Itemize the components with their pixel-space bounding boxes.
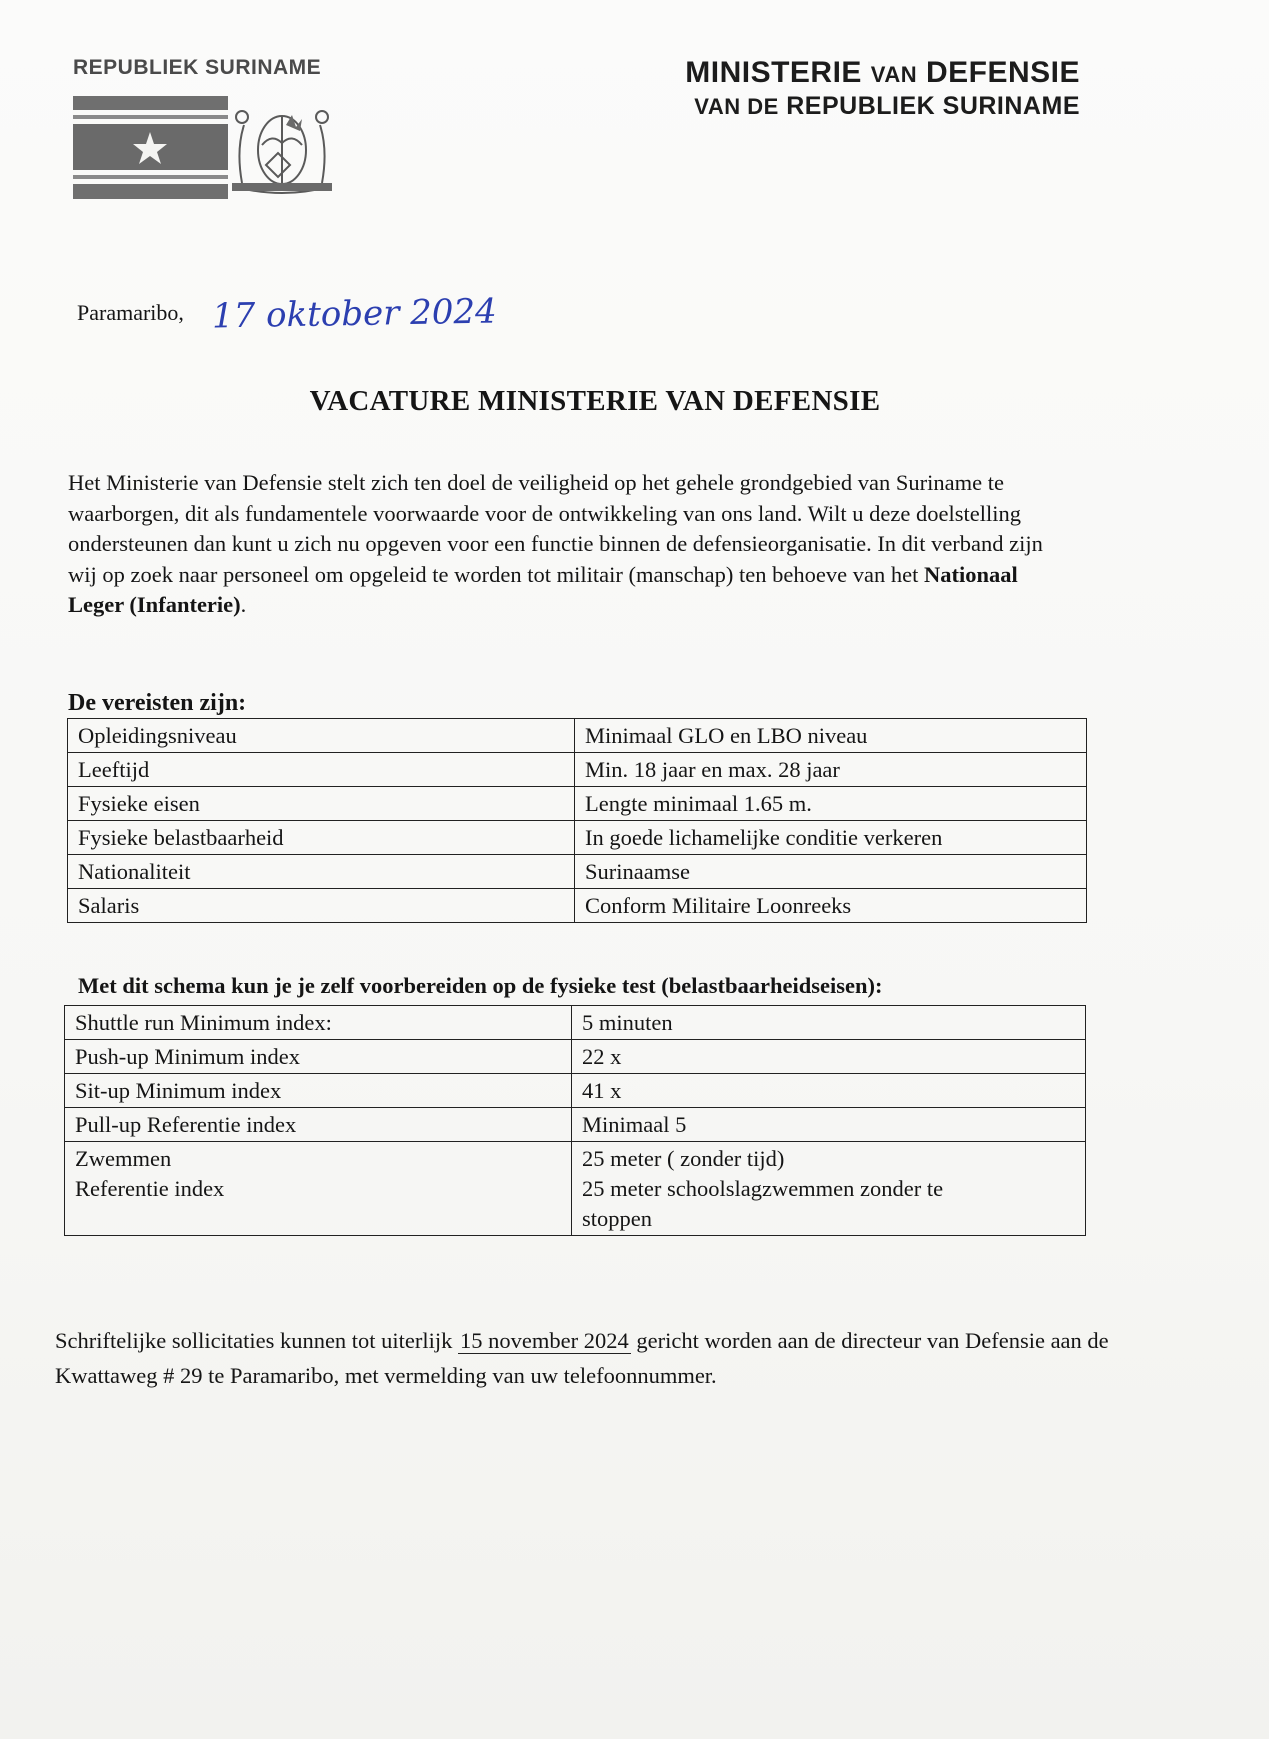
- republic-words: REPUBLIEK SURINAME: [786, 92, 1080, 120]
- table-cell-label: Fysieke belastbaarheid: [68, 821, 575, 855]
- footer-text-before: Schriftelijke sollicitaties kunnen tot uiterlijk: [55, 1328, 459, 1353]
- republic-title: REPUBLIEK SURINAME: [73, 56, 322, 79]
- table-cell-label: Salaris: [68, 889, 575, 923]
- intro-end: .: [240, 592, 247, 617]
- table-row: [68, 753, 1087, 787]
- table-cell-value: Minimaal GLO en LBO niveau: [575, 719, 1087, 753]
- table-row: [68, 821, 1087, 855]
- table-cell-label: Opleidingsniveau: [68, 719, 575, 753]
- place-label: Paramaribo,: [77, 300, 184, 325]
- table-cell-label: Pull-up Referentie index: [65, 1108, 572, 1142]
- fitness-table: [64, 1005, 1086, 1236]
- van-word: VAN: [870, 62, 918, 87]
- table-row: [65, 1040, 1086, 1074]
- swim-reference-label: Referentie index: [75, 1176, 225, 1201]
- table-cell-value: 5 minuten: [572, 1006, 1086, 1040]
- application-instructions: [55, 1323, 1135, 1393]
- table-cell-value: 41 x: [572, 1074, 1086, 1108]
- table-row: [68, 855, 1087, 889]
- deadline-date: 15 november 2024: [460, 1328, 629, 1353]
- table-cell-value: Lengte minimaal 1.65 m.: [575, 787, 1087, 821]
- table-cell-value: Minimaal 5: [572, 1108, 1086, 1142]
- table-row: [68, 787, 1087, 821]
- suriname-flag-icon: [73, 96, 228, 199]
- ministry-header: [560, 56, 1080, 121]
- table-row: [65, 1074, 1086, 1108]
- table-cell-label: Leeftijd: [68, 753, 575, 787]
- table-cell-value: [572, 1142, 1086, 1236]
- table-row: [68, 889, 1087, 923]
- footer-text-after: gericht worden aan de directeur van Defensie aan de Kwattaweg # 29 te Paramaribo, met vermelding van uw telefoonnummer.: [55, 1328, 1109, 1388]
- ministry-word: MINISTERIE: [685, 56, 862, 89]
- table-cell-label: Shuttle run Minimum index:: [65, 1006, 572, 1040]
- defensie-word: DEFENSIE: [925, 56, 1080, 89]
- fitness-heading: Met dit schema kun je je zelf voorbereiden op de fysieke test (belastbaarheidseisen):: [78, 973, 883, 998]
- intro-bold: Nationaal Leger (Infanterie): [68, 561, 1018, 617]
- table-row: [65, 1142, 1086, 1236]
- table-row: [65, 1006, 1086, 1040]
- table-cell-value: Surinaamse: [575, 855, 1087, 889]
- page-title: VACATURE MINISTERIE VAN DEFENSIE: [309, 385, 881, 417]
- table-row: [68, 719, 1087, 753]
- table-row: [65, 1108, 1086, 1142]
- table-cell-label: Sit-up Minimum index: [65, 1074, 572, 1108]
- intro-text: Het Ministerie van Defensie stelt zich ten doel de veiligheid op het gehele grondgebied van Suriname te waarborgen, dit als fundamentele voorwaarde voor de ontwikkeling van ons land. Wilt u deze doelstelling ondersteunen dan kunt u zich nu opgeven voor een functie binnen de defensieorganisatie. In dit verband zijn wij op zoek naar personeel om opgeleid te worden tot militair (manschap) ten behoeve van het: [68, 470, 1043, 587]
- swim-value: 25 meter ( zonder tijd): [582, 1146, 785, 1171]
- table-cell-label: Nationaliteit: [68, 855, 575, 889]
- table-cell-value: 22 x: [572, 1040, 1086, 1074]
- table-cell-value: Conform Militaire Loonreeks: [575, 889, 1087, 923]
- table-cell-label: Fysieke eisen: [68, 787, 575, 821]
- table-cell-value: Min. 18 jaar en max. 28 jaar: [575, 753, 1087, 787]
- coat-of-arms-icon: [222, 95, 342, 201]
- handwritten-date: 17 oktober 2024: [211, 291, 498, 337]
- intro-paragraph: [68, 468, 1068, 621]
- table-cell-label: Push-up Minimum index: [65, 1040, 572, 1074]
- table-cell-label: [65, 1142, 572, 1236]
- swim-reference-value: 25 meter schoolslagzwemmen zonder te stoppen: [582, 1176, 944, 1231]
- swim-label: Zwemmen: [75, 1146, 172, 1171]
- requirements-table: [67, 718, 1087, 923]
- van-de-words: VAN DE: [694, 94, 779, 119]
- requirements-heading: De vereisten zijn:: [68, 690, 247, 716]
- table-cell-value: In goede lichamelijke conditie verkeren: [575, 821, 1087, 855]
